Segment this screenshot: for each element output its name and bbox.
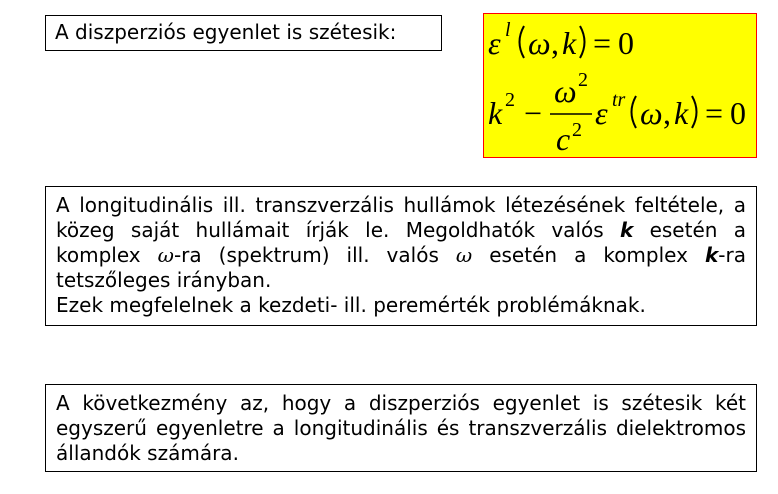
eq2-omega-exponent: 2 — [578, 69, 588, 91]
paragraph1-text — [56, 193, 746, 293]
eq2-equals: = — [705, 95, 724, 131]
eq1-left-paren — [520, 26, 525, 58]
eq1-right-paren — [580, 26, 585, 58]
eq2-epsilon: ε — [595, 95, 608, 131]
p1-bold-k: k — [704, 243, 719, 267]
title-text: A diszperziós egyenlet is szétesik: — [55, 20, 397, 44]
eq1-zero: 0 — [618, 25, 634, 61]
eq1-k: k — [562, 25, 577, 61]
paragraph2-text: A következmény az, hogy a diszperziós egyenlet is szétesik két egyszerű egyenletre a longitudinális és transzverzális dielektromos állandók számára. — [56, 391, 746, 465]
p1-segment: esetén a komplex — [56, 218, 746, 267]
p1-omega: ω — [455, 243, 473, 267]
title-box — [45, 15, 442, 51]
p1-segment: esetén a komplex — [472, 243, 705, 267]
eq1-sup-l: l — [505, 19, 511, 41]
paragraph1-line2: Ezek megfelelnek a kezdeti- ill. peremérték problémáknak. — [56, 293, 646, 317]
formula-box — [483, 13, 757, 158]
eq2-k-arg: k — [674, 95, 689, 131]
eq2-minus: − — [524, 95, 543, 131]
eq2-k-exponent: 2 — [505, 89, 515, 111]
eq2-left-paren — [632, 96, 637, 128]
eq2-sup-tr: tr — [612, 89, 626, 111]
eq1-equals: = — [593, 25, 612, 61]
p1-segment: -ra tetszőleges irányban. — [56, 243, 746, 292]
eq1-omega: ω — [528, 25, 551, 61]
paragraph-existence-conditions — [45, 186, 757, 326]
eq2-comma: , — [663, 95, 671, 131]
eq2-c-exponent: 2 — [572, 119, 582, 141]
eq2-zero: 0 — [730, 95, 746, 131]
p1-bold-k: k — [619, 218, 634, 242]
eq2-right-paren — [692, 96, 697, 128]
p1-omega: ω — [157, 243, 174, 267]
eq2-omega: ω — [554, 73, 577, 109]
p1-segment: A longitudinális ill. transzverzális hullámok létezésének feltétele, a közeg saját hullámait írják le. Megoldhatók valós — [56, 193, 746, 242]
eq2-k: k — [488, 95, 503, 131]
eq1-epsilon: ε — [488, 25, 501, 61]
eq1-comma: , — [551, 25, 559, 61]
dispersion-equations — [484, 14, 756, 157]
paragraph-consequence — [45, 384, 757, 472]
eq2-c: c — [556, 121, 571, 157]
equation-transverse — [488, 69, 746, 157]
eq2-omega-arg: ω — [640, 95, 663, 131]
equation-longitudinal — [488, 19, 634, 61]
p1-segment: -ra (spektrum) ill. valós — [173, 243, 456, 267]
